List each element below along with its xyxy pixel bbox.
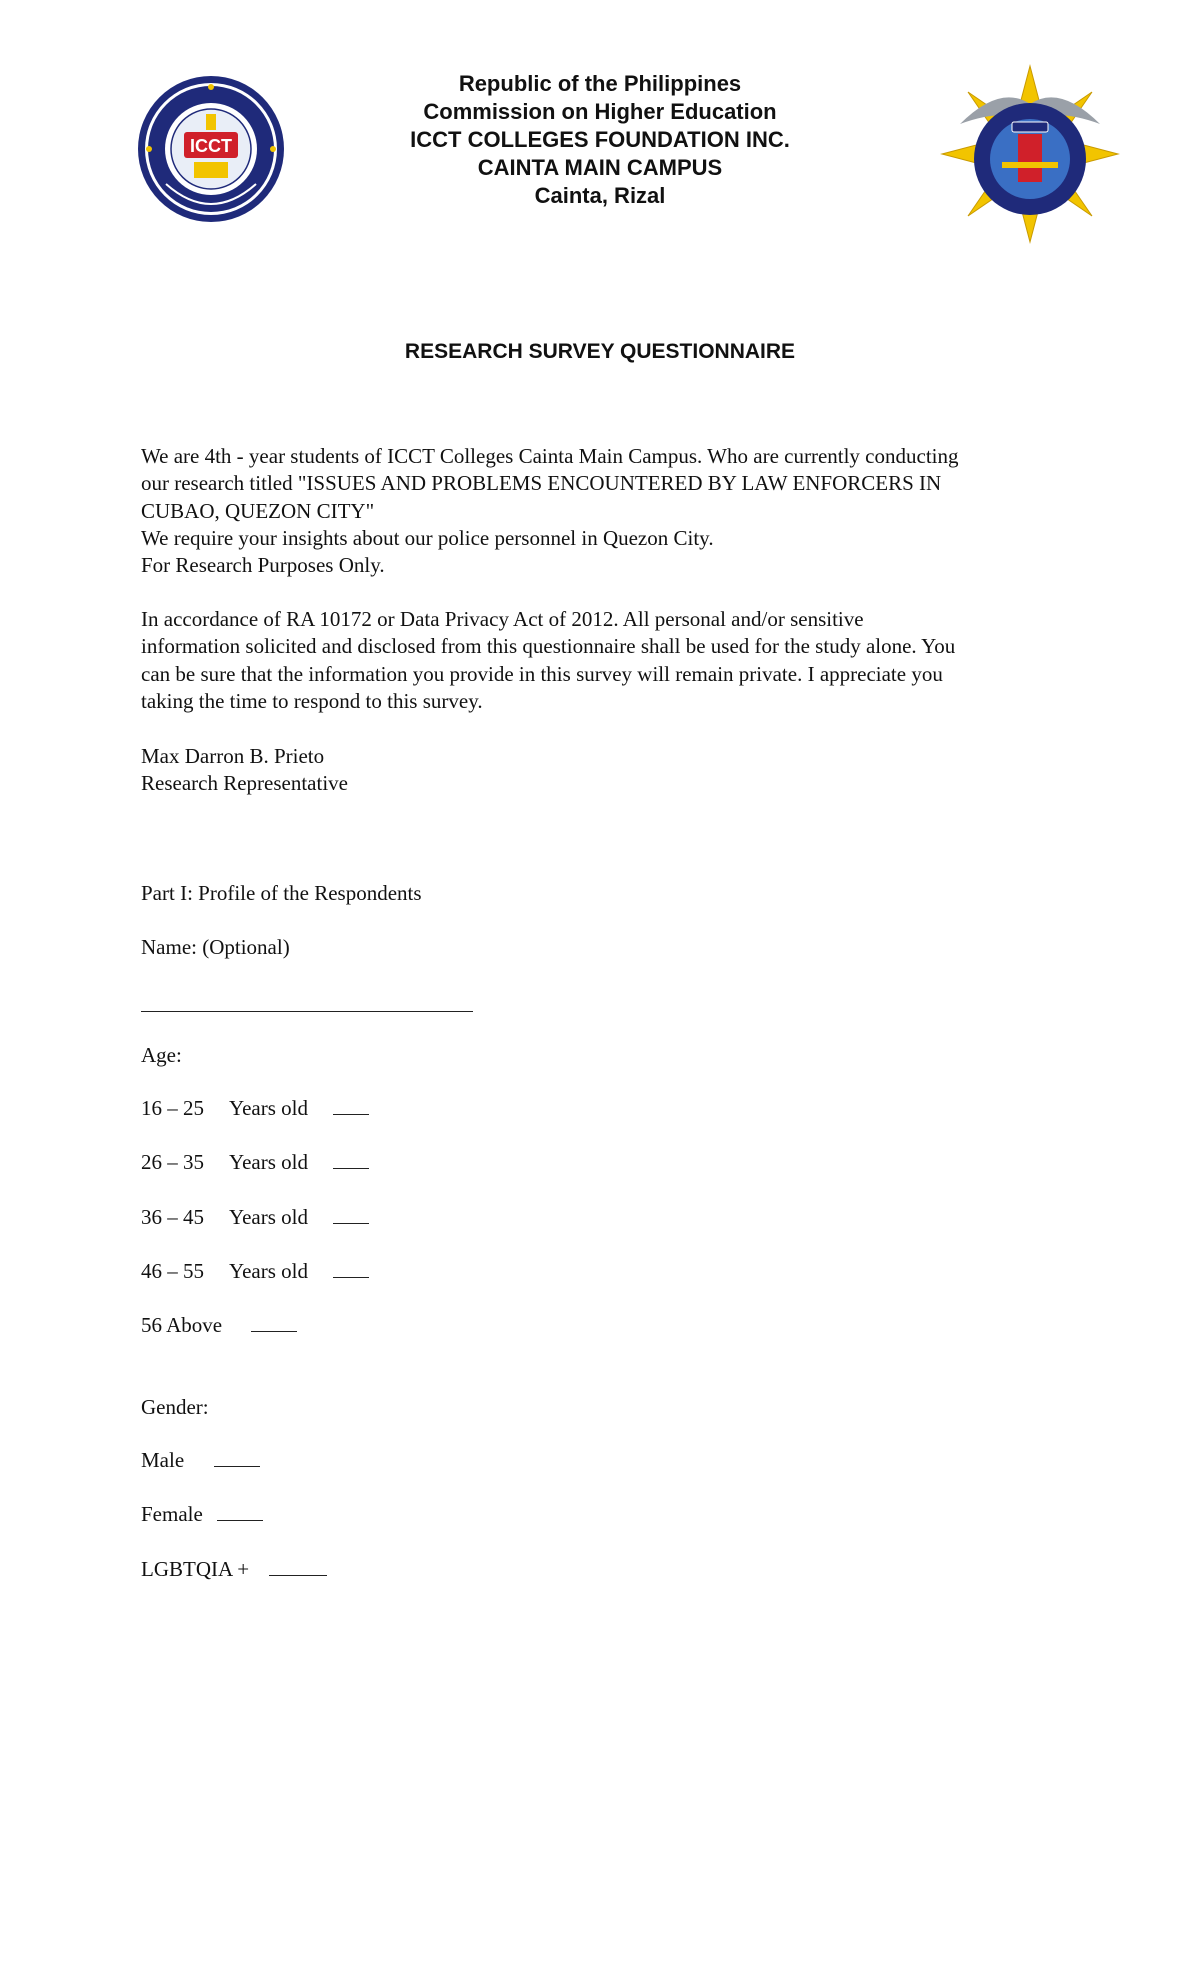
gender-option-row <box>141 1448 260 1473</box>
age-above-label: 56 Above <box>141 1313 223 1337</box>
age-option-row <box>141 1096 369 1121</box>
intro-paragraph <box>141 443 1071 579</box>
age-option-row <box>141 1259 369 1284</box>
intro-line: our research titled "ISSUES AND PROBLEMS ENCOUNTERED BY LAW ENFORCERS IN <box>141 471 942 496</box>
age-unit: Years old <box>229 1096 308 1120</box>
age-unit: Years old <box>229 1205 308 1229</box>
name-input-line[interactable] <box>141 1011 473 1012</box>
gender-checkbox-blank[interactable] <box>214 1448 260 1467</box>
privacy-line: information solicited and disclosed from this questionnaire shall be used for the study alone. You <box>141 634 956 659</box>
age-checkbox-blank[interactable] <box>333 1096 369 1115</box>
gender-checkbox-blank[interactable] <box>269 1557 327 1576</box>
intro-line: We are 4th - year students of ICCT Colleges Cainta Main Campus. Who are currently conducting <box>141 444 959 468</box>
gender-option-label: LGBTQIA + <box>141 1557 250 1581</box>
age-range: 16 – 25 <box>141 1096 204 1120</box>
intro-line: We require your insights about our police personnel in Quezon City. <box>141 525 714 550</box>
gender-option-label: Male <box>141 1448 185 1472</box>
privacy-paragraph <box>141 606 1071 715</box>
header-line-commission: Commission on Higher Education <box>423 99 777 124</box>
age-range: 46 – 55 <box>141 1259 204 1283</box>
header-line-location: Cainta, Rizal <box>534 183 666 208</box>
age-option-row <box>141 1150 369 1175</box>
gender-option-label: Female <box>141 1502 203 1526</box>
header-line-republic: Republic of the Philippines <box>458 71 742 96</box>
criminology-seal-logo <box>940 64 1120 244</box>
header-line-campus: CAINTA MAIN CAMPUS <box>477 155 723 180</box>
age-option-row <box>141 1313 297 1338</box>
age-range: 26 – 35 <box>141 1150 204 1174</box>
header-line-college: ICCT COLLEGES FOUNDATION INC. <box>410 127 790 152</box>
intro-line: For Research Purposes Only. <box>141 553 385 578</box>
privacy-line: taking the time to respond to this survey. <box>141 688 483 713</box>
age-label: Age: <box>141 1043 182 1067</box>
privacy-line: can be sure that the information you provide in this survey will remain private. I appreciate you <box>141 661 943 686</box>
gender-checkbox-blank[interactable] <box>217 1502 263 1521</box>
gender-option-row <box>141 1502 263 1527</box>
icct-seal-logo <box>136 74 286 224</box>
part1-title: Part I: Profile of the Respondents <box>141 881 422 905</box>
signatory-block <box>141 743 1071 798</box>
document-title: RESEARCH SURVEY QUESTIONNAIRE <box>404 340 796 363</box>
age-unit: Years old <box>229 1150 308 1174</box>
gender-label: Gender: <box>141 1395 209 1419</box>
age-option-row <box>141 1205 369 1230</box>
privacy-line: In accordance of RA 10172 or Data Privacy Act of 2012. All personal and/or sensitive <box>141 607 864 631</box>
age-checkbox-blank[interactable] <box>333 1259 369 1278</box>
age-unit: Years old <box>229 1259 308 1283</box>
svg-text:ICCT: ICCT <box>190 136 232 156</box>
age-checkbox-blank[interactable] <box>251 1313 297 1332</box>
gender-option-row <box>141 1557 327 1582</box>
signatory-name: Max Darron B. Prieto <box>141 744 325 768</box>
name-label: Name: (Optional) <box>141 935 290 959</box>
intro-line: CUBAO, QUEZON CITY" <box>141 498 375 523</box>
signatory-role: Research Representative <box>141 771 348 796</box>
institution-header <box>300 70 900 210</box>
age-checkbox-blank[interactable] <box>333 1205 369 1224</box>
age-range: 36 – 45 <box>141 1205 204 1229</box>
age-checkbox-blank[interactable] <box>333 1150 369 1169</box>
